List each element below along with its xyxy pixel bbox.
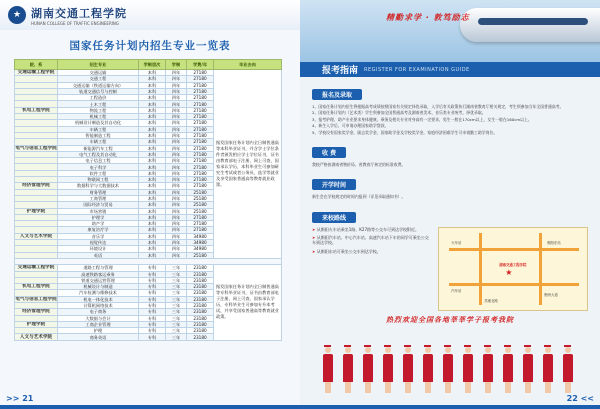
crew-member: [462, 345, 473, 393]
school-logo-icon: ★: [8, 6, 26, 24]
years-cell: 四年: [166, 70, 187, 76]
major-cell: 软件工程: [58, 170, 139, 176]
major-cell: 车辆工程: [58, 139, 139, 145]
years-cell: 三年: [166, 290, 187, 296]
map-label: 衡阳东站: [547, 240, 561, 245]
undergraduate-rows: [15, 70, 282, 259]
fee-cell: 34980: [187, 246, 214, 252]
fee-cell: 27180: [187, 139, 214, 145]
level-cell: 本科: [139, 82, 166, 88]
column-header: 学制: [166, 60, 187, 70]
section-title: 来校路线: [312, 212, 356, 223]
level-cell: 专科: [139, 290, 166, 296]
fee-cell: 34980: [187, 240, 214, 246]
major-cell: 商务英语: [58, 334, 139, 340]
section-title: 开学时间: [312, 179, 356, 190]
majors-table: [14, 59, 282, 341]
map-label: 火车站: [451, 240, 462, 245]
fee-cell: 27180: [187, 120, 214, 126]
fee-cell: 27180: [187, 126, 214, 132]
fee-cell: 23180: [187, 290, 214, 296]
train-banner: [300, 0, 600, 62]
column-header: 学费/年: [187, 60, 214, 70]
fee-cell: 23180: [187, 277, 214, 283]
major-cell: 新能源汽车工程: [58, 145, 139, 151]
years-cell: 三年: [166, 277, 187, 283]
level-cell: 本科: [139, 76, 166, 82]
years-cell: 三年: [166, 265, 187, 271]
fee-cell: 25180: [187, 195, 214, 201]
fee-cell: 27180: [187, 76, 214, 82]
route-text: 从衡阳火车站乘坐1路、K27路等公交车可到达学校附近。: [316, 226, 420, 232]
years-cell: 四年: [166, 195, 187, 201]
crew-member: [522, 345, 533, 393]
major-cell: 环境设计: [58, 246, 139, 252]
major-cell: 国际经济与贸易: [58, 202, 139, 208]
guide-title-en: REGISTER FOR EXAMINATION GUIDE: [364, 66, 470, 73]
footer-bar: [300, 405, 600, 409]
guide-title: 报考指南: [322, 66, 359, 76]
graduation-note: 据发国家任务计划内全日制普通高等本科毕业证书，并含学士学位条件者颁发相应学士学位证书，证书由教育部电子注册，网上可查，国家承认学历，本科毕业生可参加研究生考试或者公务员，选学等就业及享受国家普通高等教育就业政策。: [214, 70, 282, 259]
level-cell: 本科: [139, 158, 166, 164]
column-header: 招生专业: [58, 60, 139, 70]
level-cell: 本科: [139, 252, 166, 258]
major-cell: 轨道交通信号与控制: [58, 88, 139, 94]
fee-cell: 25180: [187, 189, 214, 195]
major-cell: 车辆工程: [58, 126, 139, 132]
graduation-note: 据发国家任务计划内全日制普通高等专科毕业证书，证书由教育部电子注册，网上可查，国家承认学历，专科毕业生可参加专升本考试，并享受国家普通高等教育就业政策。: [214, 265, 282, 341]
fee-cell: 23180: [187, 284, 214, 290]
major-cell: 计算机网络技术: [58, 302, 139, 308]
level-cell: 专科: [139, 309, 166, 315]
fee-cell: 27180: [187, 170, 214, 176]
level-cell: 专科: [139, 271, 166, 277]
major-cell: 电气工程及其自动化: [58, 151, 139, 157]
train-image: [460, 8, 600, 42]
level-cell: 本科: [139, 240, 166, 246]
college-cell: 人文与艺术学院: [15, 334, 58, 340]
level-cell: 专科: [139, 334, 166, 340]
level-cell: 本科: [139, 164, 166, 170]
years-cell: 四年: [166, 233, 187, 239]
years-cell: 四年: [166, 151, 187, 157]
slogan: 精勤求学 · 敦笃励志: [386, 13, 470, 22]
years-cell: 四年: [166, 101, 187, 107]
map-label: 蒸湘北路: [484, 298, 498, 303]
major-cell: 高速铁路客运乘务: [58, 271, 139, 277]
level-cell: 本科: [139, 126, 166, 132]
section-body: 我校严格按湖南省物价局、省教育厅核定的标准收费。: [312, 162, 406, 168]
fee-cell: 34980: [187, 233, 214, 239]
level-cell: 本科: [139, 233, 166, 239]
section-body: 新生会在学校规定的时间内报到（详见录取通知书）。: [312, 194, 406, 200]
level-cell: 专科: [139, 284, 166, 290]
crew-member: [502, 345, 513, 393]
major-cell: 数据科学与大数据技术: [58, 183, 139, 189]
years-cell: 四年: [166, 114, 187, 120]
section-title: 报名及录取: [312, 89, 362, 100]
level-cell: 本科: [139, 195, 166, 201]
fee-cell: 25180: [187, 208, 214, 214]
college-cell: 交通运输工程学院: [15, 70, 58, 76]
map-label: 衡州大道: [544, 292, 558, 297]
arrow-icon: ➤: [312, 226, 317, 232]
page-title: 国家任务计划内招生专业一览表: [69, 40, 231, 52]
level-cell: 本科: [139, 208, 166, 214]
fee-cell: 25180: [187, 202, 214, 208]
level-cell: 本科: [139, 145, 166, 151]
route-list: [312, 227, 430, 311]
years-cell: 四年: [166, 95, 187, 101]
fee-cell: 27180: [187, 183, 214, 189]
major-cell: 交通运输（铁道运输方向）: [58, 82, 139, 88]
level-cell: 本科: [139, 70, 166, 76]
paragraph: 2、国家任务计划内（艺术类）学生须参加全国普通高考及湖南省美术、音乐类专业统考，择优录取。: [312, 110, 486, 116]
college-cell: 人文与艺术学院: [15, 233, 58, 239]
star-icon: ★: [505, 267, 513, 277]
years-cell: 四年: [166, 132, 187, 138]
level-cell: 本科: [139, 132, 166, 138]
years-cell: 四年: [166, 158, 187, 164]
years-cell: 三年: [166, 302, 187, 308]
major-cell: 机械工程: [58, 114, 139, 120]
years-cell: 四年: [166, 120, 187, 126]
route-text: 从衡阳东站可乘坐公交车到达学校。: [316, 248, 381, 254]
major-cell: 交通运输: [58, 70, 139, 76]
level-cell: 专科: [139, 315, 166, 321]
fee-cell: 27180: [187, 158, 214, 164]
level-cell: 本科: [139, 151, 166, 157]
years-cell: 四年: [166, 227, 187, 233]
major-cell: 康复治疗学: [58, 227, 139, 233]
fee-cell: 27180: [187, 214, 214, 220]
level-cell: 专科: [139, 265, 166, 271]
major-cell: 电子信息工程: [58, 158, 139, 164]
level-cell: 专科: [139, 302, 166, 308]
years-cell: 三年: [166, 296, 187, 302]
level-cell: 本科: [139, 189, 166, 195]
level-cell: 本科: [139, 183, 166, 189]
major-cell: 英语: [58, 252, 139, 258]
years-cell: 四年: [166, 88, 187, 94]
major-cell: 物流工程: [58, 107, 139, 113]
level-cell: 本科: [139, 139, 166, 145]
years-cell: 四年: [166, 240, 187, 246]
route-map: [438, 227, 588, 311]
fee-cell: 23180: [187, 302, 214, 308]
level-cell: 本科: [139, 95, 166, 101]
level-cell: 本科: [139, 120, 166, 126]
major-cell: 工商企业管理: [58, 321, 139, 327]
school-name: 湖南交通工程学院: [31, 6, 127, 20]
crew-member: [322, 345, 333, 393]
route-text: 从衡阳汽车站、中心汽车站、高速汽车站下车的同学可乘坐公交车到达学校。: [312, 235, 429, 246]
years-cell: 四年: [166, 164, 187, 170]
years-cell: 四年: [166, 82, 187, 88]
route-block: [312, 227, 588, 311]
fee-cell: 23180: [187, 265, 214, 271]
college-cell: 护理学院: [15, 321, 58, 327]
years-cell: 三年: [166, 334, 187, 340]
paragraph: 1、国家任务计划内招生将根据高考成绩按照国家有关规定择优录取，入学后有关政策执行湖南省教育厅相关规定，考生须参加当年全国普通高考。: [312, 104, 564, 109]
major-cell: 助产学: [58, 221, 139, 227]
years-cell: 四年: [166, 177, 187, 183]
level-cell: 专科: [139, 277, 166, 283]
major-cell: 土木工程: [58, 101, 139, 107]
major-cell: 工程造价: [58, 95, 139, 101]
section-fees: [312, 140, 588, 167]
section-enrollment: [312, 82, 588, 135]
level-cell: 本科: [139, 221, 166, 227]
major-cell: 物联网工程: [58, 177, 139, 183]
fee-cell: 27180: [187, 145, 214, 151]
major-cell: 智能制造工程: [58, 132, 139, 138]
welcome-banner: 热烈欢迎全国各地莘莘学子报考我院: [386, 315, 514, 324]
footer-bar: [0, 405, 300, 409]
fee-cell: 27180: [187, 88, 214, 94]
level-cell: 专科: [139, 328, 166, 334]
major-cell: 护理学: [58, 214, 139, 220]
paragraph: 5、学校设有国家奖学金、励志奖学金、国家助学金及学校奖学金，家庭经济困难学生可申请勤工助学岗位。: [312, 129, 498, 135]
paragraph: 4、新生入学后，可申请办理国家助学贷款。: [312, 123, 389, 129]
level-cell: 本科: [139, 107, 166, 113]
years-cell: 三年: [166, 315, 187, 321]
college-cell: 护理学院: [15, 208, 58, 214]
crew-member: [382, 345, 393, 393]
major-cell: 电子商务: [58, 309, 139, 315]
years-cell: 四年: [166, 189, 187, 195]
college-cell: 经济管理学院: [15, 183, 58, 189]
fee-cell: 25180: [187, 252, 214, 258]
fee-cell: 23180: [187, 271, 214, 277]
page-number: >> 21: [6, 394, 34, 403]
page-number: 22 <<: [566, 394, 594, 403]
years-cell: 四年: [166, 145, 187, 151]
level-cell: 本科: [139, 88, 166, 94]
fee-cell: 23180: [187, 296, 214, 302]
fee-cell: 23180: [187, 309, 214, 315]
fee-cell: 27180: [187, 151, 214, 157]
college-cell: 交通运输工程学院: [15, 265, 58, 271]
major-cell: 大数据与会计: [58, 315, 139, 321]
level-cell: 本科: [139, 170, 166, 176]
years-cell: 四年: [166, 214, 187, 220]
school-name-en: HUNAN COLLEGE OF TRAFFIC ENGINEERING: [31, 20, 120, 26]
years-cell: 四年: [166, 252, 187, 258]
level-cell: 本科: [139, 177, 166, 183]
fee-cell: 23180: [187, 315, 214, 321]
years-cell: 四年: [166, 139, 187, 145]
college-cell: 经济管理学院: [15, 309, 58, 315]
years-cell: 三年: [166, 321, 187, 327]
crew-member: [402, 345, 413, 393]
major-cell: 道路工程与管理: [58, 265, 139, 271]
fee-cell: 27180: [187, 82, 214, 88]
level-cell: 专科: [139, 296, 166, 302]
fee-cell: 27180: [187, 70, 214, 76]
crew-member: [342, 345, 353, 393]
map-road: [449, 248, 579, 251]
section-route: [312, 205, 588, 224]
major-cell: 铁道交通运营管理: [58, 277, 139, 283]
column-header: 毕业去向: [214, 60, 282, 70]
guide-title-bar: [300, 62, 600, 77]
fee-cell: 27180: [187, 114, 214, 120]
level-cell: 本科: [139, 214, 166, 220]
fee-cell: 23180: [187, 321, 214, 327]
major-cell: 视觉传达: [58, 240, 139, 246]
route-item: [312, 227, 430, 232]
years-cell: 四年: [166, 126, 187, 132]
years-cell: 三年: [166, 328, 187, 334]
map-label: 湖南交通工程学院: [499, 262, 527, 267]
major-cell: 工商管理: [58, 195, 139, 201]
major-cell: 交通工程: [58, 76, 139, 82]
college-cell: 电气与信息工程学院: [15, 145, 57, 151]
level-cell: 本科: [139, 114, 166, 120]
major-cell: 护理: [58, 328, 139, 334]
years-cell: 四年: [166, 208, 187, 214]
years-cell: 四年: [166, 183, 187, 189]
crew-member: [442, 345, 453, 393]
years-cell: 四年: [166, 76, 187, 82]
crew-photo: [300, 327, 600, 397]
years-cell: 四年: [166, 202, 187, 208]
fee-cell: 27180: [187, 132, 214, 138]
years-cell: 三年: [166, 309, 187, 315]
map-road: [479, 233, 482, 305]
major-cell: 电子科学: [58, 164, 139, 170]
years-cell: 四年: [166, 170, 187, 176]
years-cell: 四年: [166, 221, 187, 227]
fee-cell: 27180: [187, 164, 214, 170]
fee-cell: 27180: [187, 101, 214, 107]
right-page: [300, 0, 600, 409]
fee-cell: 27180: [187, 177, 214, 183]
years-cell: 三年: [166, 284, 187, 290]
years-cell: 四年: [166, 107, 187, 113]
column-header: 学制层次: [139, 60, 166, 70]
major-cell: 机械设计与制造: [58, 284, 139, 290]
fee-cell: 27180: [187, 107, 214, 113]
arrow-icon: ➤: [312, 248, 317, 254]
level-cell: 本科: [139, 246, 166, 252]
college-cell: 机电工程学院: [15, 284, 58, 290]
major-cell: 音乐学: [58, 233, 139, 239]
crew-member: [422, 345, 433, 393]
crew-member: [542, 345, 553, 393]
crew-member: [362, 345, 373, 393]
level-cell: 本科: [139, 227, 166, 233]
level-cell: 本科: [139, 202, 166, 208]
route-item: [312, 235, 430, 246]
college-rows: [15, 265, 282, 341]
column-header: 院、系: [15, 60, 58, 70]
fee-cell: 27180: [187, 221, 214, 227]
map-label: 汽车站: [451, 288, 462, 293]
section-title: 收 费: [312, 147, 346, 158]
college-cell: 电气与信息工程学院: [15, 296, 57, 302]
school-header: [0, 0, 300, 30]
table-header-row: [15, 60, 282, 70]
arrow-icon: ➤: [312, 235, 317, 241]
crew-member: [482, 345, 493, 393]
major-cell: 机械设计制造及其自动化: [58, 120, 139, 126]
level-cell: 本科: [139, 101, 166, 107]
major-cell: 市场营销: [58, 208, 139, 214]
fee-cell: 27180: [187, 95, 214, 101]
college-cell: 机电工程学院: [15, 107, 58, 113]
major-cell: 财务管理: [58, 189, 139, 195]
fee-cell: 23180: [187, 328, 214, 334]
fee-cell: 23180: [187, 334, 214, 340]
map-road: [449, 283, 579, 286]
section-start-date: [312, 172, 588, 199]
paragraph: 3、报考护理、助产专业要求身体健康，乘务及相关专业对身高有一定要求，男生一般在170cm以上，女生一般在160cm以上。: [312, 116, 532, 122]
fee-cell: 27180: [187, 227, 214, 233]
level-cell: 专科: [139, 321, 166, 327]
years-cell: 三年: [166, 271, 187, 277]
crew-member: [562, 345, 573, 393]
section-body: [312, 104, 588, 135]
route-item: [312, 249, 430, 254]
map-road: [539, 233, 542, 305]
years-cell: 四年: [166, 246, 187, 252]
major-cell: 机电一体化技术: [58, 296, 139, 302]
major-cell: 汽车检测与维修技术: [58, 290, 139, 296]
